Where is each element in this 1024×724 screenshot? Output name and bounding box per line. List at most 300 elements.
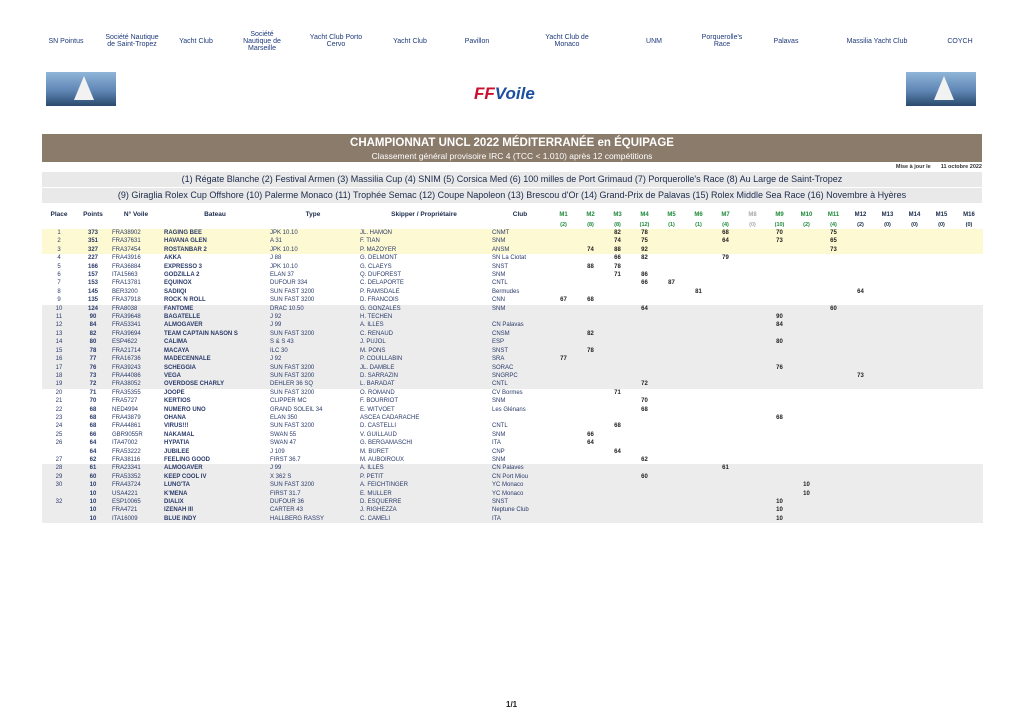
cell-score-m7 xyxy=(712,448,739,456)
cell-score-m7 xyxy=(712,355,739,363)
cell-score-m12 xyxy=(847,490,874,498)
cell-skipper: J. PUJOL xyxy=(358,338,490,346)
cell-score-m12 xyxy=(847,237,874,245)
cell-club: SNM xyxy=(490,305,550,313)
cell-score-m16 xyxy=(955,389,983,397)
cell-score-m1 xyxy=(550,364,577,372)
cell-score-m4 xyxy=(631,498,658,506)
cell-score-m7 xyxy=(712,279,739,287)
cell-voile: FRA37631 xyxy=(110,237,162,245)
cell-score-m4 xyxy=(631,330,658,338)
cell-score-m12 xyxy=(847,263,874,271)
cell-score-m7: 61 xyxy=(712,464,739,472)
cell-score-m13 xyxy=(874,229,901,237)
cell-score-m15 xyxy=(928,406,955,414)
cell-score-m16 xyxy=(955,490,983,498)
cell-type: GRAND SOLEIL 34 xyxy=(268,406,358,414)
cell-score-m6 xyxy=(685,498,712,506)
cell-score-m15 xyxy=(928,464,955,472)
cell-score-m15 xyxy=(928,515,955,523)
cell-score-m13 xyxy=(874,397,901,405)
cell-points: 76 xyxy=(76,364,110,372)
cell-score-m7 xyxy=(712,431,739,439)
cell-score-m15 xyxy=(928,321,955,329)
cell-score-m10 xyxy=(793,448,820,456)
cell-score-m2: 64 xyxy=(577,439,604,447)
cell-voile: FRA39243 xyxy=(110,364,162,372)
cell-score-m7 xyxy=(712,473,739,481)
cell-points: 10 xyxy=(76,498,110,506)
header-m-count: (10) xyxy=(774,221,785,228)
cell-score-m2 xyxy=(577,305,604,313)
cell-score-m13 xyxy=(874,279,901,287)
cell-score-m11 xyxy=(820,372,847,380)
cell-score-m6 xyxy=(685,372,712,380)
cell-score-m3 xyxy=(604,288,631,296)
cell-score-m3 xyxy=(604,372,631,380)
cell-score-m11 xyxy=(820,498,847,506)
cell-score-m5 xyxy=(658,263,685,271)
cell-club: Les Glénans xyxy=(490,406,550,414)
cell-score-m11 xyxy=(820,254,847,262)
cell-score-m5 xyxy=(658,246,685,254)
cell-voile: FRA39694 xyxy=(110,330,162,338)
update-date: Mise à jour le 11 octobre 2022 xyxy=(895,164,982,170)
cell-skipper: C. RENAUD xyxy=(358,330,490,338)
cell-voile: FRA13781 xyxy=(110,279,162,287)
cell-score-m10 xyxy=(793,431,820,439)
cell-type: SWAN 55 xyxy=(268,431,358,439)
standings-table xyxy=(42,209,983,523)
cell-points: 66 xyxy=(76,431,110,439)
cell-skipper: L. BARADAT xyxy=(358,380,490,388)
cell-voile: FRA5727 xyxy=(110,397,162,405)
cell-score-m13 xyxy=(874,313,901,321)
cell-club: SNM xyxy=(490,456,550,464)
cell-points: 62 xyxy=(76,456,110,464)
cell-score-m12 xyxy=(847,313,874,321)
cell-score-m5 xyxy=(658,380,685,388)
cell-place xyxy=(42,448,76,456)
cell-type: SUN FAST 3200 xyxy=(268,422,358,430)
cell-score-m15 xyxy=(928,481,955,489)
cell-bateau: JOOPE xyxy=(162,389,268,397)
cell-score-m9 xyxy=(766,406,793,414)
sponsor-logo: Yacht Club Porto Cervo xyxy=(309,34,363,48)
cell-skipper: D. SARRAZIN xyxy=(358,372,490,380)
cell-score-m11 xyxy=(820,439,847,447)
cell-score-m8 xyxy=(739,515,766,523)
cell-voile: FRA36884 xyxy=(110,263,162,271)
cell-bateau: IZENAH III xyxy=(162,506,268,514)
cell-score-m15 xyxy=(928,414,955,422)
cell-place: 7 xyxy=(42,279,76,287)
cell-score-m1 xyxy=(550,279,577,287)
cell-score-m16 xyxy=(955,296,983,304)
cell-score-m11 xyxy=(820,321,847,329)
cell-type: J 88 xyxy=(268,254,358,262)
cell-score-m10 xyxy=(793,372,820,380)
cell-score-m10 xyxy=(793,389,820,397)
cell-voile: ITA47002 xyxy=(110,439,162,447)
cell-score-m10 xyxy=(793,364,820,372)
table-row xyxy=(42,338,983,346)
cell-score-m16 xyxy=(955,380,983,388)
cell-score-m1 xyxy=(550,389,577,397)
table-row xyxy=(42,229,983,237)
cell-score-m10 xyxy=(793,464,820,472)
cell-place: 16 xyxy=(42,355,76,363)
cell-score-m5 xyxy=(658,498,685,506)
cell-score-m4: 64 xyxy=(631,305,658,313)
header-m3: M3 xyxy=(613,211,622,218)
cell-score-m15 xyxy=(928,296,955,304)
cell-score-m8 xyxy=(739,397,766,405)
cell-score-m14 xyxy=(901,422,928,430)
cell-voile: FRA8038 xyxy=(110,305,162,313)
cell-voile: FRA39648 xyxy=(110,313,162,321)
cell-score-m12 xyxy=(847,464,874,472)
cell-score-m3: 71 xyxy=(604,271,631,279)
sponsor-logo: COYCH xyxy=(947,37,973,45)
cell-bateau: KEEP COOL IV xyxy=(162,473,268,481)
cell-score-m3: 66 xyxy=(604,254,631,262)
cell-points: 10 xyxy=(76,515,110,523)
cell-skipper: C. DELAPORTE xyxy=(358,279,490,287)
cell-score-m13 xyxy=(874,330,901,338)
cell-score-m2 xyxy=(577,464,604,472)
cell-score-m16 xyxy=(955,254,983,262)
cell-score-m12 xyxy=(847,330,874,338)
cell-score-m8 xyxy=(739,364,766,372)
cell-score-m13 xyxy=(874,490,901,498)
cell-score-m9 xyxy=(766,296,793,304)
cell-club: Neptune Club xyxy=(490,506,550,514)
cell-score-m14 xyxy=(901,229,928,237)
cell-score-m8 xyxy=(739,372,766,380)
cell-score-m9 xyxy=(766,397,793,405)
cell-bateau: RAGING BEE xyxy=(162,229,268,237)
cell-score-m13 xyxy=(874,473,901,481)
cell-score-m3 xyxy=(604,515,631,523)
cell-score-m1 xyxy=(550,414,577,422)
cell-score-m9 xyxy=(766,347,793,355)
cell-score-m16 xyxy=(955,397,983,405)
header-voile: N° Voile xyxy=(123,211,149,218)
cell-score-m14 xyxy=(901,321,928,329)
table-row xyxy=(42,279,983,287)
cell-score-m14 xyxy=(901,271,928,279)
cell-points: 73 xyxy=(76,372,110,380)
cell-type: S & S 43 xyxy=(268,338,358,346)
cell-voile: ITA16009 xyxy=(110,515,162,523)
cell-score-m11 xyxy=(820,506,847,514)
header-m15: M15 xyxy=(935,211,948,218)
cell-score-m13 xyxy=(874,338,901,346)
cell-score-m10 xyxy=(793,330,820,338)
cell-voile: ESP4622 xyxy=(110,338,162,346)
cell-score-m7 xyxy=(712,506,739,514)
cell-score-m13 xyxy=(874,246,901,254)
cell-club: CNTL xyxy=(490,279,550,287)
cell-score-m6 xyxy=(685,313,712,321)
cell-skipper: O. ROMAND xyxy=(358,389,490,397)
cell-score-m10: 10 xyxy=(793,481,820,489)
cell-score-m3 xyxy=(604,279,631,287)
cell-place: 4 xyxy=(42,254,76,262)
table-row xyxy=(42,313,983,321)
cell-score-m1 xyxy=(550,473,577,481)
cell-score-m2: 68 xyxy=(577,296,604,304)
cell-voile: FRA53341 xyxy=(110,321,162,329)
cell-skipper: E. WITVOET xyxy=(358,406,490,414)
sailing-photo-right xyxy=(906,72,976,106)
competitions-line-2: (9) Giraglia Rolex Cup Offshore (10) Palerme Monaco (11) Trophée Semac (12) Coupe Napoleon (13) Brescou d'Or (14) Grand-Prix de Palavas (15) Rolex Middle Sea Race (16) Novembre à Hyères xyxy=(42,188,982,203)
cell-score-m6 xyxy=(685,229,712,237)
cell-score-m7 xyxy=(712,397,739,405)
sponsor-logo: UNM xyxy=(646,37,662,45)
cell-score-m15 xyxy=(928,347,955,355)
cell-score-m6 xyxy=(685,506,712,514)
cell-score-m6 xyxy=(685,321,712,329)
cell-score-m9 xyxy=(766,490,793,498)
table-row xyxy=(42,414,983,422)
cell-club: CN Palaves xyxy=(490,464,550,472)
cell-score-m13 xyxy=(874,271,901,279)
cell-place: 9 xyxy=(42,296,76,304)
cell-club: SORAC xyxy=(490,364,550,372)
cell-score-m6 xyxy=(685,456,712,464)
cell-bateau: LUNG'TA xyxy=(162,481,268,489)
cell-bateau: NAKAMAL xyxy=(162,431,268,439)
cell-score-m9 xyxy=(766,271,793,279)
cell-bateau: AKKA xyxy=(162,254,268,262)
cell-points: 78 xyxy=(76,347,110,355)
cell-score-m11 xyxy=(820,330,847,338)
cell-score-m15 xyxy=(928,498,955,506)
cell-place: 18 xyxy=(42,372,76,380)
cell-score-m9 xyxy=(766,448,793,456)
cell-type: SUN FAST 3200 xyxy=(268,481,358,489)
cell-score-m9: 10 xyxy=(766,506,793,514)
cell-score-m2 xyxy=(577,338,604,346)
cell-score-m11: 60 xyxy=(820,305,847,313)
cell-score-m16 xyxy=(955,473,983,481)
cell-score-m2 xyxy=(577,380,604,388)
cell-score-m10 xyxy=(793,422,820,430)
cell-score-m10 xyxy=(793,246,820,254)
cell-club: SNM xyxy=(490,397,550,405)
cell-points: 64 xyxy=(76,439,110,447)
cell-score-m15 xyxy=(928,338,955,346)
cell-points: 68 xyxy=(76,414,110,422)
cell-score-m15 xyxy=(928,490,955,498)
cell-skipper: G. CLAEYS xyxy=(358,263,490,271)
cell-score-m10 xyxy=(793,506,820,514)
cell-score-m5 xyxy=(658,355,685,363)
cell-score-m7 xyxy=(712,414,739,422)
cell-score-m11 xyxy=(820,397,847,405)
cell-score-m12 xyxy=(847,254,874,262)
cell-place: 11 xyxy=(42,313,76,321)
header-m7: M7 xyxy=(721,211,730,218)
cell-score-m9 xyxy=(766,372,793,380)
table-row xyxy=(42,355,983,363)
cell-score-m1 xyxy=(550,406,577,414)
cell-score-m1 xyxy=(550,372,577,380)
cell-type: SUN FAST 3200 xyxy=(268,364,358,372)
cell-club: CN Palavas xyxy=(490,321,550,329)
table-row xyxy=(42,490,983,498)
cell-score-m14 xyxy=(901,439,928,447)
cell-score-m8 xyxy=(739,439,766,447)
table-row xyxy=(42,498,983,506)
cell-bateau: HYPATIA xyxy=(162,439,268,447)
cell-score-m7 xyxy=(712,456,739,464)
cell-skipper: G. DELMONT xyxy=(358,254,490,262)
cell-points: 10 xyxy=(76,490,110,498)
cell-club: ESP xyxy=(490,338,550,346)
cell-voile: FRA23341 xyxy=(110,464,162,472)
sponsor-logo: Porquerolle's Race xyxy=(701,34,743,48)
cell-score-m3 xyxy=(604,305,631,313)
sailing-photo-left xyxy=(46,72,116,106)
table-row xyxy=(42,481,983,489)
cell-score-m12 xyxy=(847,271,874,279)
cell-voile: FRA38052 xyxy=(110,380,162,388)
cell-score-m1 xyxy=(550,448,577,456)
cell-score-m16 xyxy=(955,313,983,321)
cell-place: 6 xyxy=(42,271,76,279)
table-row xyxy=(42,246,983,254)
cell-score-m12 xyxy=(847,229,874,237)
cell-place: 5 xyxy=(42,263,76,271)
cell-voile: FRA53352 xyxy=(110,473,162,481)
cell-score-m16 xyxy=(955,288,983,296)
cell-score-m9 xyxy=(766,288,793,296)
cell-score-m3 xyxy=(604,313,631,321)
cell-voile: FRA4721 xyxy=(110,506,162,514)
cell-score-m14 xyxy=(901,414,928,422)
cell-score-m15 xyxy=(928,313,955,321)
cell-score-m5 xyxy=(658,506,685,514)
cell-skipper: F. TIAN xyxy=(358,237,490,245)
table-row xyxy=(42,296,983,304)
header-m-count: (1) xyxy=(695,221,702,228)
cell-points: 68 xyxy=(76,422,110,430)
cell-score-m11 xyxy=(820,422,847,430)
cell-score-m10 xyxy=(793,313,820,321)
cell-score-m10 xyxy=(793,397,820,405)
cell-score-m9 xyxy=(766,439,793,447)
cell-score-m5 xyxy=(658,397,685,405)
cell-score-m9 xyxy=(766,431,793,439)
cell-score-m16 xyxy=(955,506,983,514)
cell-score-m9 xyxy=(766,456,793,464)
cell-score-m3 xyxy=(604,338,631,346)
cell-score-m1 xyxy=(550,380,577,388)
cell-score-m11 xyxy=(820,338,847,346)
cell-score-m12 xyxy=(847,431,874,439)
cell-score-m8 xyxy=(739,414,766,422)
sponsor-logo: Société Nautique de Marseille xyxy=(243,30,281,52)
cell-score-m4 xyxy=(631,372,658,380)
cell-score-m15 xyxy=(928,229,955,237)
cell-score-m2: 88 xyxy=(577,263,604,271)
cell-score-m8 xyxy=(739,498,766,506)
cell-score-m8 xyxy=(739,406,766,414)
cell-score-m5 xyxy=(658,321,685,329)
cell-score-m6 xyxy=(685,439,712,447)
cell-club: CNTL xyxy=(490,380,550,388)
cell-score-m5 xyxy=(658,448,685,456)
cell-score-m3: 71 xyxy=(604,389,631,397)
cell-place: 15 xyxy=(42,347,76,355)
cell-score-m1 xyxy=(550,431,577,439)
cell-club xyxy=(490,313,550,321)
cell-score-m3 xyxy=(604,490,631,498)
cell-score-m13 xyxy=(874,439,901,447)
cell-score-m11 xyxy=(820,481,847,489)
cell-score-m14 xyxy=(901,515,928,523)
cell-score-m15 xyxy=(928,271,955,279)
cell-score-m2: 78 xyxy=(577,347,604,355)
cell-score-m16 xyxy=(955,372,983,380)
cell-score-m6: 81 xyxy=(685,288,712,296)
cell-voile: ITA15663 xyxy=(110,271,162,279)
cell-score-m6 xyxy=(685,515,712,523)
cell-score-m8 xyxy=(739,490,766,498)
sponsor-logos xyxy=(44,22,984,72)
cell-score-m9 xyxy=(766,422,793,430)
cell-type: CARTER 43 xyxy=(268,506,358,514)
cell-score-m4 xyxy=(631,439,658,447)
cell-score-m14 xyxy=(901,254,928,262)
cell-skipper: JL. DAMBLE xyxy=(358,364,490,372)
cell-place: 3 xyxy=(42,246,76,254)
cell-score-m16 xyxy=(955,464,983,472)
cell-score-m1 xyxy=(550,254,577,262)
cell-skipper: ASCEA CADARACHE xyxy=(358,414,490,422)
cell-score-m8 xyxy=(739,422,766,430)
cell-score-m16 xyxy=(955,338,983,346)
cell-score-m11 xyxy=(820,271,847,279)
cell-score-m4 xyxy=(631,422,658,430)
cell-score-m16 xyxy=(955,456,983,464)
cell-points: 80 xyxy=(76,338,110,346)
cell-score-m4: 70 xyxy=(631,397,658,405)
cell-voile: ESP10065 xyxy=(110,498,162,506)
header-m-count: (1) xyxy=(668,221,675,228)
cell-points: 68 xyxy=(76,406,110,414)
cell-score-m4: 75 xyxy=(631,237,658,245)
cell-score-m10: 10 xyxy=(793,490,820,498)
cell-score-m6 xyxy=(685,254,712,262)
cell-score-m16 xyxy=(955,271,983,279)
cell-skipper: P. RAMSDALE xyxy=(358,288,490,296)
cell-score-m7: 64 xyxy=(712,237,739,245)
cell-score-m7 xyxy=(712,246,739,254)
cell-score-m14 xyxy=(901,464,928,472)
cell-type: CLIPPER MC xyxy=(268,397,358,405)
cell-score-m9 xyxy=(766,330,793,338)
table-row xyxy=(42,347,983,355)
cell-score-m3 xyxy=(604,498,631,506)
cell-score-m9: 10 xyxy=(766,498,793,506)
header-m-count: (8) xyxy=(587,221,594,228)
cell-points: 10 xyxy=(76,506,110,514)
cell-score-m14 xyxy=(901,364,928,372)
